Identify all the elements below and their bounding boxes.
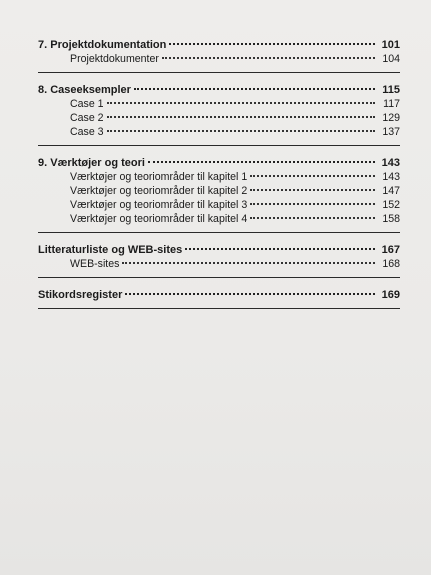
table-of-contents — [38, 38, 400, 309]
toc-heading — [38, 243, 400, 257]
dot-leader — [250, 175, 375, 177]
toc-page-number: 117 — [383, 98, 400, 110]
toc-entry-label: Værktøjer og teoriområder til kapitel 2 — [70, 185, 248, 197]
dot-leader — [162, 57, 375, 59]
toc-section-7 — [38, 38, 400, 66]
toc-entry-label: WEB-sites — [70, 258, 120, 270]
toc-section-literature — [38, 243, 400, 271]
dot-leader — [134, 88, 375, 90]
dot-leader — [250, 203, 375, 205]
toc-heading — [38, 288, 400, 302]
toc-entry — [38, 198, 400, 212]
toc-entry — [38, 170, 400, 184]
toc-page-number: 143 — [381, 157, 400, 169]
toc-entry — [38, 257, 400, 271]
dot-leader — [107, 130, 375, 132]
toc-entry-label: Projektdokumenter — [70, 53, 159, 65]
toc-entry-label: Værktøjer og teoriområder til kapitel 4 — [70, 213, 248, 225]
toc-heading-label: 7. Projektdokumentation — [38, 39, 167, 51]
toc-heading-label: 8. Caseeksempler — [38, 84, 131, 96]
toc-heading — [38, 83, 400, 97]
dot-leader — [250, 217, 375, 219]
toc-entry-label: Case 2 — [70, 112, 104, 124]
toc-page-number: 158 — [382, 213, 400, 225]
toc-page-number: 104 — [382, 53, 400, 65]
toc-page-number: 168 — [382, 258, 400, 270]
toc-page-number: 169 — [381, 289, 400, 301]
toc-entry — [38, 111, 400, 125]
toc-section-9 — [38, 156, 400, 226]
toc-heading — [38, 38, 400, 52]
toc-page-number: 115 — [382, 84, 400, 96]
toc-page-number: 101 — [381, 39, 400, 51]
dot-leader — [122, 262, 375, 264]
toc-heading-label: Stikordsregister — [38, 289, 123, 301]
toc-heading — [38, 156, 400, 170]
toc-entry — [38, 184, 400, 198]
toc-entry-label: Case 1 — [70, 98, 104, 110]
dot-leader — [169, 43, 375, 45]
toc-entry-label: Værktøjer og teoriområder til kapitel 3 — [70, 199, 248, 211]
toc-heading-label: Litteraturliste og WEB-sites — [38, 244, 183, 256]
toc-section-8 — [38, 83, 400, 139]
dot-leader — [125, 293, 375, 295]
dot-leader — [107, 116, 375, 118]
toc-page-number: 143 — [382, 171, 400, 183]
toc-page-number: 129 — [382, 112, 400, 124]
toc-entry — [38, 52, 400, 66]
toc-entry — [38, 212, 400, 226]
dot-leader — [107, 102, 375, 104]
toc-entry — [38, 125, 400, 139]
dot-leader — [148, 161, 375, 163]
dot-leader — [185, 248, 375, 250]
toc-page-number: 152 — [382, 199, 400, 211]
toc-page-number: 167 — [381, 244, 400, 256]
toc-entry — [38, 97, 400, 111]
toc-heading-label: 9. Værktøjer og teori — [38, 157, 145, 169]
dot-leader — [250, 189, 375, 191]
section-divider — [38, 308, 400, 309]
toc-entry-label: Værktøjer og teoriområder til kapitel 1 — [70, 171, 248, 183]
toc-page-number: 137 — [382, 126, 400, 138]
toc-page-number: 147 — [382, 185, 400, 197]
toc-entry-label: Case 3 — [70, 126, 104, 138]
toc-section-index — [38, 288, 400, 302]
